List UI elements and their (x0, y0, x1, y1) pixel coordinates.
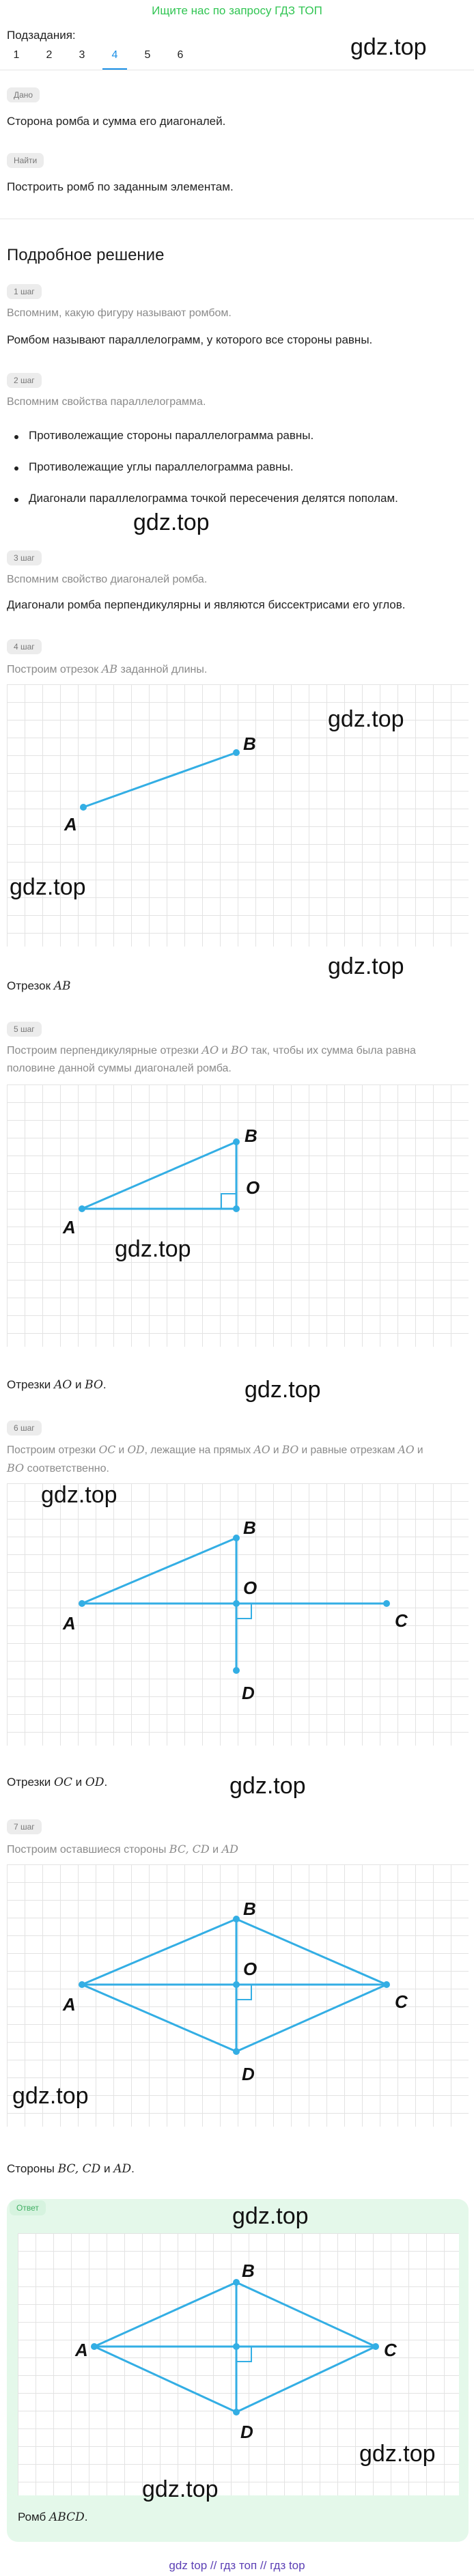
watermark: gdz.top (232, 2203, 309, 2229)
tab-3[interactable]: 3 (79, 49, 85, 61)
step-7-intro: Построим оставшиеся стороны BC, CD и AD (7, 1843, 238, 1856)
label-a: A (63, 1217, 76, 1237)
label-o: O (243, 1578, 257, 1598)
step-5-intro: Построим перпендикулярные отрезки AO и BO так, чтобы их сумма была равна (7, 1044, 416, 1056)
step-4-pill: 4 шаг (7, 639, 42, 654)
label-b: B (243, 733, 256, 754)
label-d: D (242, 2064, 255, 2084)
tab-6[interactable]: 6 (177, 49, 184, 61)
figure-oc-od (7, 1483, 469, 1746)
step-6-pill: 6 шаг (7, 1420, 42, 1436)
watermark: gdz.top (142, 2476, 219, 2502)
label-a: A (75, 2340, 88, 2360)
label-d: D (240, 2422, 253, 2442)
point-c (383, 1981, 390, 1988)
point-o (233, 2343, 240, 2350)
step-2-intro: Вспомним свойства параллелограмма. (7, 396, 206, 408)
step-7-caption: Стороны BC, CD и AD. (7, 2162, 135, 2176)
point-o (233, 1600, 240, 1607)
segment-ab (83, 753, 236, 807)
watermark: gdz.top (133, 509, 210, 535)
label-o: O (246, 1177, 260, 1198)
point-a (91, 2343, 98, 2350)
step-2-pill: 2 шаг (7, 373, 42, 388)
subtasks-label: Подзадания: (7, 29, 76, 42)
point-a (79, 1981, 85, 1988)
list-item: Диагонали параллелограмма точкой пересечения делятся пополам. (7, 492, 471, 523)
watermark: gdz.top (12, 2083, 89, 2109)
point-a (79, 1600, 85, 1607)
point-b (233, 2279, 240, 2286)
watermark: gdz.top (41, 1482, 117, 1508)
label-c: C (395, 1610, 408, 1631)
footer-links[interactable]: gdz top // гдз топ // гдз top (169, 2559, 305, 2572)
step-7-pill: 7 шаг (7, 1819, 42, 1834)
label-d: D (242, 1683, 255, 1703)
label-o: O (243, 1959, 257, 1979)
tab-5[interactable]: 5 (144, 49, 151, 61)
point-b (233, 1138, 240, 1145)
watermark: gdz.top (328, 953, 404, 979)
label-a: A (63, 1994, 76, 2015)
segment-ab (82, 1142, 236, 1209)
label-c: C (395, 1991, 408, 2012)
point-b (233, 1916, 240, 1922)
solution-title: Подробное решение (7, 246, 165, 264)
label-a: A (63, 1613, 76, 1634)
segment-ab (82, 1538, 236, 1604)
watermark: gdz.top (115, 1236, 191, 1262)
watermark: gdz.top (245, 1377, 321, 1403)
step-4-intro: Построим отрезок AB заданной длины. (7, 662, 208, 675)
figure-ao-bo (7, 1084, 469, 1347)
point-a (79, 1205, 85, 1212)
step-3-text: Диагонали ромба перпендикулярны и являются биссектрисами его углов. (7, 598, 406, 611)
step-3-intro: Вспомним свойство диагоналей ромба. (7, 574, 208, 585)
tab-4[interactable]: 4 (111, 49, 118, 61)
point-b (233, 749, 240, 756)
answer-caption: Ромб ABCD. (18, 2510, 88, 2524)
point-c (372, 2343, 379, 2350)
point-c (383, 1600, 390, 1607)
point-o (233, 1981, 240, 1988)
point-d (233, 2409, 240, 2416)
step-5-caption: Отрезки AO и BO. (7, 1378, 107, 1392)
point-d (233, 2048, 240, 2055)
tab-1[interactable]: 1 (13, 49, 20, 61)
step-5-intro-line2: половине данной суммы диагоналей ромба. (7, 1063, 232, 1074)
search-banner[interactable]: Ищите нас по запросу ГДЗ ТОП (152, 4, 322, 17)
given-pill: Дано (7, 87, 40, 102)
figure-svg (7, 1084, 469, 1347)
step-1-intro: Вспомним, какую фигуру называют ромбом. (7, 307, 232, 319)
step-6-intro: Построим отрезки OC и OD, лежащие на прямых AO и BO и равные отрезкам AO и (7, 1444, 423, 1456)
step-1-text: Ромбом называют параллелограмм, у которого все стороны равны. (7, 333, 373, 346)
step-6-intro-line2: BO соответственно. (7, 1461, 109, 1474)
watermark: gdz.top (328, 706, 404, 732)
step-6-caption: Отрезки OC и OD. (7, 1776, 108, 1789)
answer-pill: Ответ (10, 2200, 46, 2215)
step-4-caption: Отрезок AB (7, 979, 71, 993)
step-5-pill: 5 шаг (7, 1022, 42, 1037)
step-1-pill: 1 шаг (7, 284, 42, 299)
given-text: Сторона ромба и сумма его диагоналей. (7, 115, 226, 128)
list-item: Противолежащие стороны параллелограмма равны. (7, 429, 471, 460)
point-d (233, 1667, 240, 1674)
watermark: gdz.top (350, 34, 427, 60)
watermark: gdz.top (359, 2441, 436, 2467)
find-pill: Найти (7, 153, 44, 168)
point-o (233, 1205, 240, 1212)
label-b: B (245, 1125, 257, 1146)
step-3-pill: 3 шаг (7, 550, 42, 565)
label-b: B (242, 2260, 255, 2281)
find-text: Построить ромб по заданным элементам. (7, 180, 234, 193)
list-item: Противолежащие углы параллелограмма равны. (7, 460, 471, 492)
point-a (80, 804, 87, 811)
watermark: gdz.top (229, 1773, 306, 1799)
label-b: B (243, 1899, 256, 1919)
figure-svg (7, 1483, 469, 1746)
tab-2[interactable]: 2 (46, 49, 53, 61)
property-list (7, 429, 471, 523)
label-b: B (243, 1517, 256, 1538)
watermark: gdz.top (10, 874, 86, 900)
label-a: A (64, 814, 77, 835)
point-b (233, 1535, 240, 1541)
label-c: C (384, 2340, 397, 2360)
